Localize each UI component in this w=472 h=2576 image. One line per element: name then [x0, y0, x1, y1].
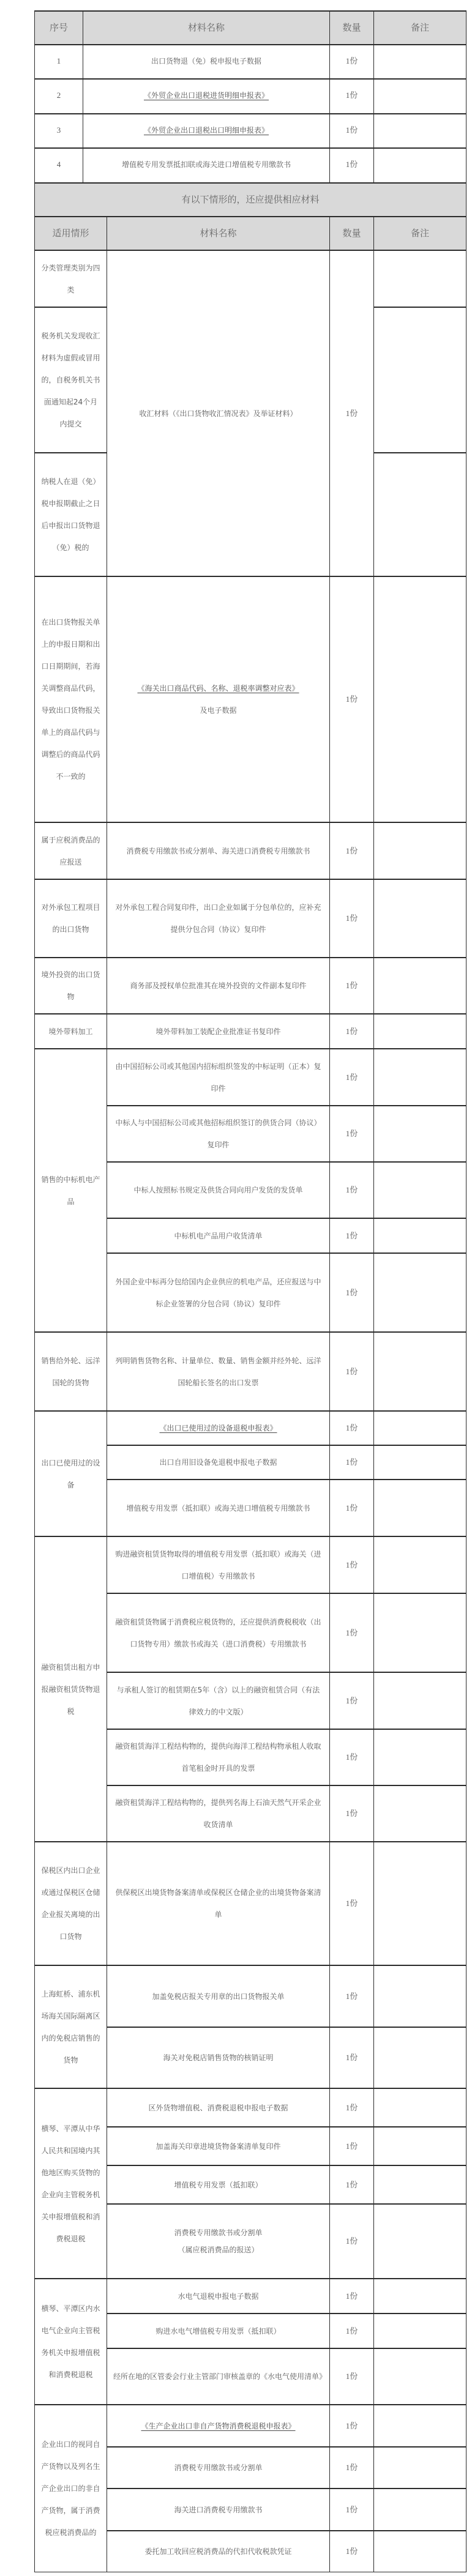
qty-cell: 1份	[329, 1331, 374, 1411]
notes-cell	[373, 2126, 466, 2165]
row-qty: 1份	[329, 113, 374, 148]
situation-cell: 属于应税消费品的应报送	[34, 822, 107, 879]
notes-cell	[373, 2165, 466, 2204]
situation-cell: 销售的中标机电产品	[34, 1048, 107, 1332]
notes-cell	[373, 1013, 466, 1049]
qty-cell: 1份	[329, 1445, 374, 1480]
situation-cell: 横琴、平潭区内水电气企业向主管税务机关申报增值税和消费税退税	[34, 2278, 107, 2405]
material-cell: 委托加工收回应税消费品的代扣代收税款凭证	[107, 2530, 330, 2572]
qty-cell: 1份	[329, 2404, 374, 2447]
row-qty: 1份	[329, 44, 374, 79]
qty-cell: 1份	[329, 1479, 374, 1536]
notes-cell	[373, 2530, 466, 2572]
notes-cell	[373, 1536, 466, 1593]
material-cell: 水电气退税申报电子数据	[107, 2278, 330, 2314]
qty-cell: 1份	[329, 2530, 374, 2572]
qty-cell: 1份	[329, 2348, 374, 2405]
material-cell: 购进融资租赁货物取得的增值税专用发票（抵扣联）或海关（进口增值税）专用缴款书	[107, 1536, 330, 1593]
section-title: 有以下情形的，还应提供相应材料	[34, 182, 466, 217]
notes-cell	[373, 2278, 466, 2314]
situation-cell: 境外带料加工	[34, 1013, 107, 1049]
qty-cell: 1份	[329, 1161, 374, 1218]
notes-cell	[373, 1218, 466, 1253]
header-qty: 数量	[329, 216, 374, 250]
notes-cell	[373, 1593, 466, 1672]
material-cell: 加盖海关印章进境货物备案清单复印件	[107, 2126, 330, 2165]
qty-cell: 1份	[329, 2126, 374, 2165]
qty-cell: 1份	[329, 1253, 374, 1332]
material-cell: 出口自用旧设备免退税申报电子数据	[107, 1445, 330, 1480]
row-material	[83, 113, 330, 148]
notes-cell	[373, 576, 466, 822]
material-cell: 对外承包工程合同复印件，出口企业如属于分包单位的，应补充提供分包合同（协议）复印件	[107, 879, 330, 958]
notes-cell	[373, 1048, 466, 1106]
row-notes	[373, 44, 466, 79]
qty-cell: 1份	[329, 1729, 374, 1785]
qty-cell: 1份	[329, 1536, 374, 1593]
situation-cell: 保税区内出口企业或通过保税区仓储企业报关离境的出口货物	[34, 1841, 107, 1965]
qty-cell: 1份	[329, 2203, 374, 2279]
link-code-adjustment-table[interactable]: 《海关出口商品代码、名称、退税率调整对应表》	[137, 684, 299, 693]
notes-cell	[373, 2488, 466, 2531]
row-qty: 1份	[329, 147, 374, 183]
header-material: 材料名称	[107, 216, 330, 250]
situation-cell: 纳税人在退（免）税申报期截止之日后申报出口货物退（免）税的	[34, 452, 107, 576]
material-cell: 融资租赁海洋工程结构物的，提供向海洋工程结构物承租人收取首笔租金时开具的发票	[107, 1729, 330, 1785]
qty-cell: 1份	[329, 879, 374, 958]
qty-cell: 1份	[329, 1965, 374, 2027]
material-cell: 融资租赁海洋工程结构物的，提供列名海上石油天然气开采企业收货清单	[107, 1785, 330, 1842]
qty-cell: 1份	[329, 2313, 374, 2348]
row-notes	[373, 113, 466, 148]
notes-cell	[373, 957, 466, 1014]
notes-cell	[373, 1672, 466, 1729]
link-export-detail-report[interactable]: 《外贸企业出口退税出口明细申报表》	[143, 126, 269, 135]
material-cell: 《海关出口商品代码、名称、退税率调整对应表》 及电子数据	[107, 576, 330, 822]
header-seq: 序号	[34, 10, 83, 45]
material-cell: 中标机电产品用户收货清单	[107, 1218, 330, 1253]
qty-cell: 1份	[329, 576, 374, 822]
material-cell	[107, 1410, 330, 1445]
situation-cell: 企业出口的视同自产货物以及列名生产企业出口的非自产货物，属于消费税应税消费品的	[34, 2404, 107, 2572]
qty-cell: 1份	[329, 822, 374, 879]
qty-cell: 1份	[329, 2488, 374, 2531]
material-cell: 购进水电气增值税专用发票（抵扣联）	[107, 2313, 330, 2348]
notes-cell	[373, 452, 466, 576]
notes-cell	[373, 2404, 466, 2447]
header-notes: 备注	[373, 216, 466, 250]
situation-cell: 对外承包工程项目的出口货物	[34, 879, 107, 958]
material-cell: 供保税区出境货物备案清单或保税区仓储企业的出境货物备案清单	[107, 1841, 330, 1965]
material-cell: 区外货物增值税、消费税退税申报电子数据	[107, 2088, 330, 2127]
notes-cell	[373, 879, 466, 958]
notes-cell	[373, 2088, 466, 2127]
qty-cell: 1份	[329, 1105, 374, 1162]
qty-cell: 1份	[329, 2027, 374, 2088]
qty-cell: 1份	[329, 2278, 374, 2314]
row-seq: 2	[34, 78, 83, 114]
situation-cell: 境外投资的出口货物	[34, 957, 107, 1014]
situation-cell: 融资租赁出租方申报融资租赁货物退税	[34, 1536, 107, 1842]
material-cell: 海关进口消费税专用缴款书	[107, 2488, 330, 2531]
material-cell: 消费税专用缴款书或分割单	[107, 2446, 330, 2489]
header-qty: 数量	[329, 10, 374, 45]
qty-cell: 1份	[329, 1672, 374, 1729]
notes-cell	[373, 1785, 466, 1842]
material-cell: 外国企业中标再分包给国内企业供应的机电产品，还应报送与中标企业签署的分包合同（协议）复印件	[107, 1253, 330, 1332]
situation-cell: 税务机关发现收汇材料为虚假或冒用的，自税务机关书面通知起24个月内提交	[34, 307, 107, 453]
material-cell: 海关对免税店销售货物的核销证明	[107, 2027, 330, 2088]
material-cell: 列明销售货物名称、计量单位、数量、销售金额并经外轮、远洋国轮船长签名的出口发票	[107, 1331, 330, 1411]
row-material: 增值税专用发票抵扣联或海关进口增值税专用缴款书	[83, 147, 330, 183]
row-seq: 3	[34, 113, 83, 148]
situation-cell: 销售给外轮、远洋国轮的货物	[34, 1331, 107, 1411]
qty-cell: 1份	[329, 957, 374, 1014]
notes-cell	[373, 1841, 466, 1965]
notes-cell	[373, 2348, 466, 2405]
qty-cell: 1份	[329, 2446, 374, 2489]
notes-cell	[373, 2203, 466, 2279]
situation-cell: 在出口货物报关单上的申报日期和出口日期期间，若海关调整商品代码，导致出口货物报关单上的商品代码与调整后的商品代码不一致的	[34, 576, 107, 822]
material-cell: 中标人与中国招标公司或其他招标组织签订的供货合同（协议）复印件	[107, 1105, 330, 1162]
material-cell: 加盖免税店报关专用章的出口货物报关单	[107, 1965, 330, 2027]
notes-cell	[373, 2027, 466, 2088]
situation-cell: 横琴、平潭从中华人民共和国境内其他地区购买货物的企业向主管税务机关申报增值税和消费税退税	[34, 2088, 107, 2279]
material-cell: 消费税专用缴款书或分割单 （属应税消费品的报送）	[107, 2203, 330, 2279]
qty-cell: 1份	[329, 2165, 374, 2204]
row-material	[83, 78, 330, 114]
qty-cell: 1份	[329, 1048, 374, 1106]
qty-cell: 1份	[329, 1218, 374, 1253]
row-qty: 1份	[329, 78, 374, 114]
qty-cell: 1份	[329, 1593, 374, 1672]
qty-cell: 1份	[329, 1785, 374, 1842]
link-import-detail-report[interactable]: 《外贸企业出口退税进货明细申报表》	[143, 91, 269, 100]
situation-cell: 分类管理类别为四类	[34, 250, 107, 307]
material-cell: 增值税专用发票（抵扣联）或海关进口增值税专用缴款书	[107, 1479, 330, 1536]
notes-cell	[373, 1479, 466, 1536]
notes-cell	[373, 2313, 466, 2348]
material-cell: 商务部及授权单位批准其在境外投资的文件副本复印件	[107, 957, 330, 1014]
notes-cell	[373, 1965, 466, 2027]
notes-cell	[373, 1410, 466, 1445]
material-cell: 经所在地的区管委会行业主管部门审核盖章的《水电气使用清单》	[107, 2348, 330, 2405]
material-cell: 收汇材料（《出口货物收汇情况表》及举证材料）	[107, 250, 330, 576]
link-used-equipment-report[interactable]: 《出口已使用过的设备退税申报表》	[159, 1424, 277, 1432]
qty-cell: 1份	[329, 1410, 374, 1445]
notes-cell	[373, 1253, 466, 1332]
header-notes: 备注	[373, 10, 466, 45]
notes-cell	[373, 1105, 466, 1162]
material-cell: 消费税专用缴款书或分割单、海关进口消费税专用缴款书	[107, 822, 330, 879]
material-cell: 与承租人签订的租赁期在5年（含）以上的融资租赁合同（有法律效力的中文版）	[107, 1672, 330, 1729]
qty-cell: 1份	[329, 1841, 374, 1965]
qty-cell: 1份	[329, 2088, 374, 2127]
material-cell	[107, 2404, 330, 2447]
situation-cell: 上海虹桥、浦东机场海关国际隔离区内的免税店销售的货物	[34, 1965, 107, 2088]
notes-cell	[373, 2446, 466, 2489]
qty-cell: 1份	[329, 1013, 374, 1049]
material-cell: 境外带料加工装配企业批准证书复印件	[107, 1013, 330, 1049]
link-non-self-produced-report[interactable]: 《生产企业出口非自产货物消费税退税申报表》	[141, 2421, 296, 2430]
row-notes	[373, 78, 466, 114]
row-notes	[373, 147, 466, 183]
notes-cell	[373, 1729, 466, 1785]
row-seq: 1	[34, 44, 83, 79]
notes-cell	[373, 250, 466, 307]
notes-cell	[373, 1161, 466, 1218]
qty-cell: 1份	[329, 250, 374, 576]
row-material: 出口货物退（免）税申报电子数据	[83, 44, 330, 79]
notes-cell	[373, 1331, 466, 1411]
notes-cell	[373, 1445, 466, 1480]
situation-cell: 出口已使用过的设备	[34, 1410, 107, 1536]
notes-cell	[373, 307, 466, 453]
row-seq: 4	[34, 147, 83, 183]
header-situation: 适用情形	[34, 216, 107, 250]
header-material: 材料名称	[83, 10, 330, 45]
material-cell: 中标人按照标书规定及供货合同向用户发货的发货单	[107, 1161, 330, 1218]
material-cell: 由中国招标公司或其他国内招标组织签发的中标证明（正本）复印件	[107, 1048, 330, 1106]
notes-cell	[373, 822, 466, 879]
material-cell: 增值税专用发票（抵扣联）	[107, 2165, 330, 2204]
material-cell: 融资租赁货物属于消费税应税货物的，还应提供消费税税收（出口货物专用）缴款书或海关（进口消费税）专用缴款书	[107, 1593, 330, 1672]
